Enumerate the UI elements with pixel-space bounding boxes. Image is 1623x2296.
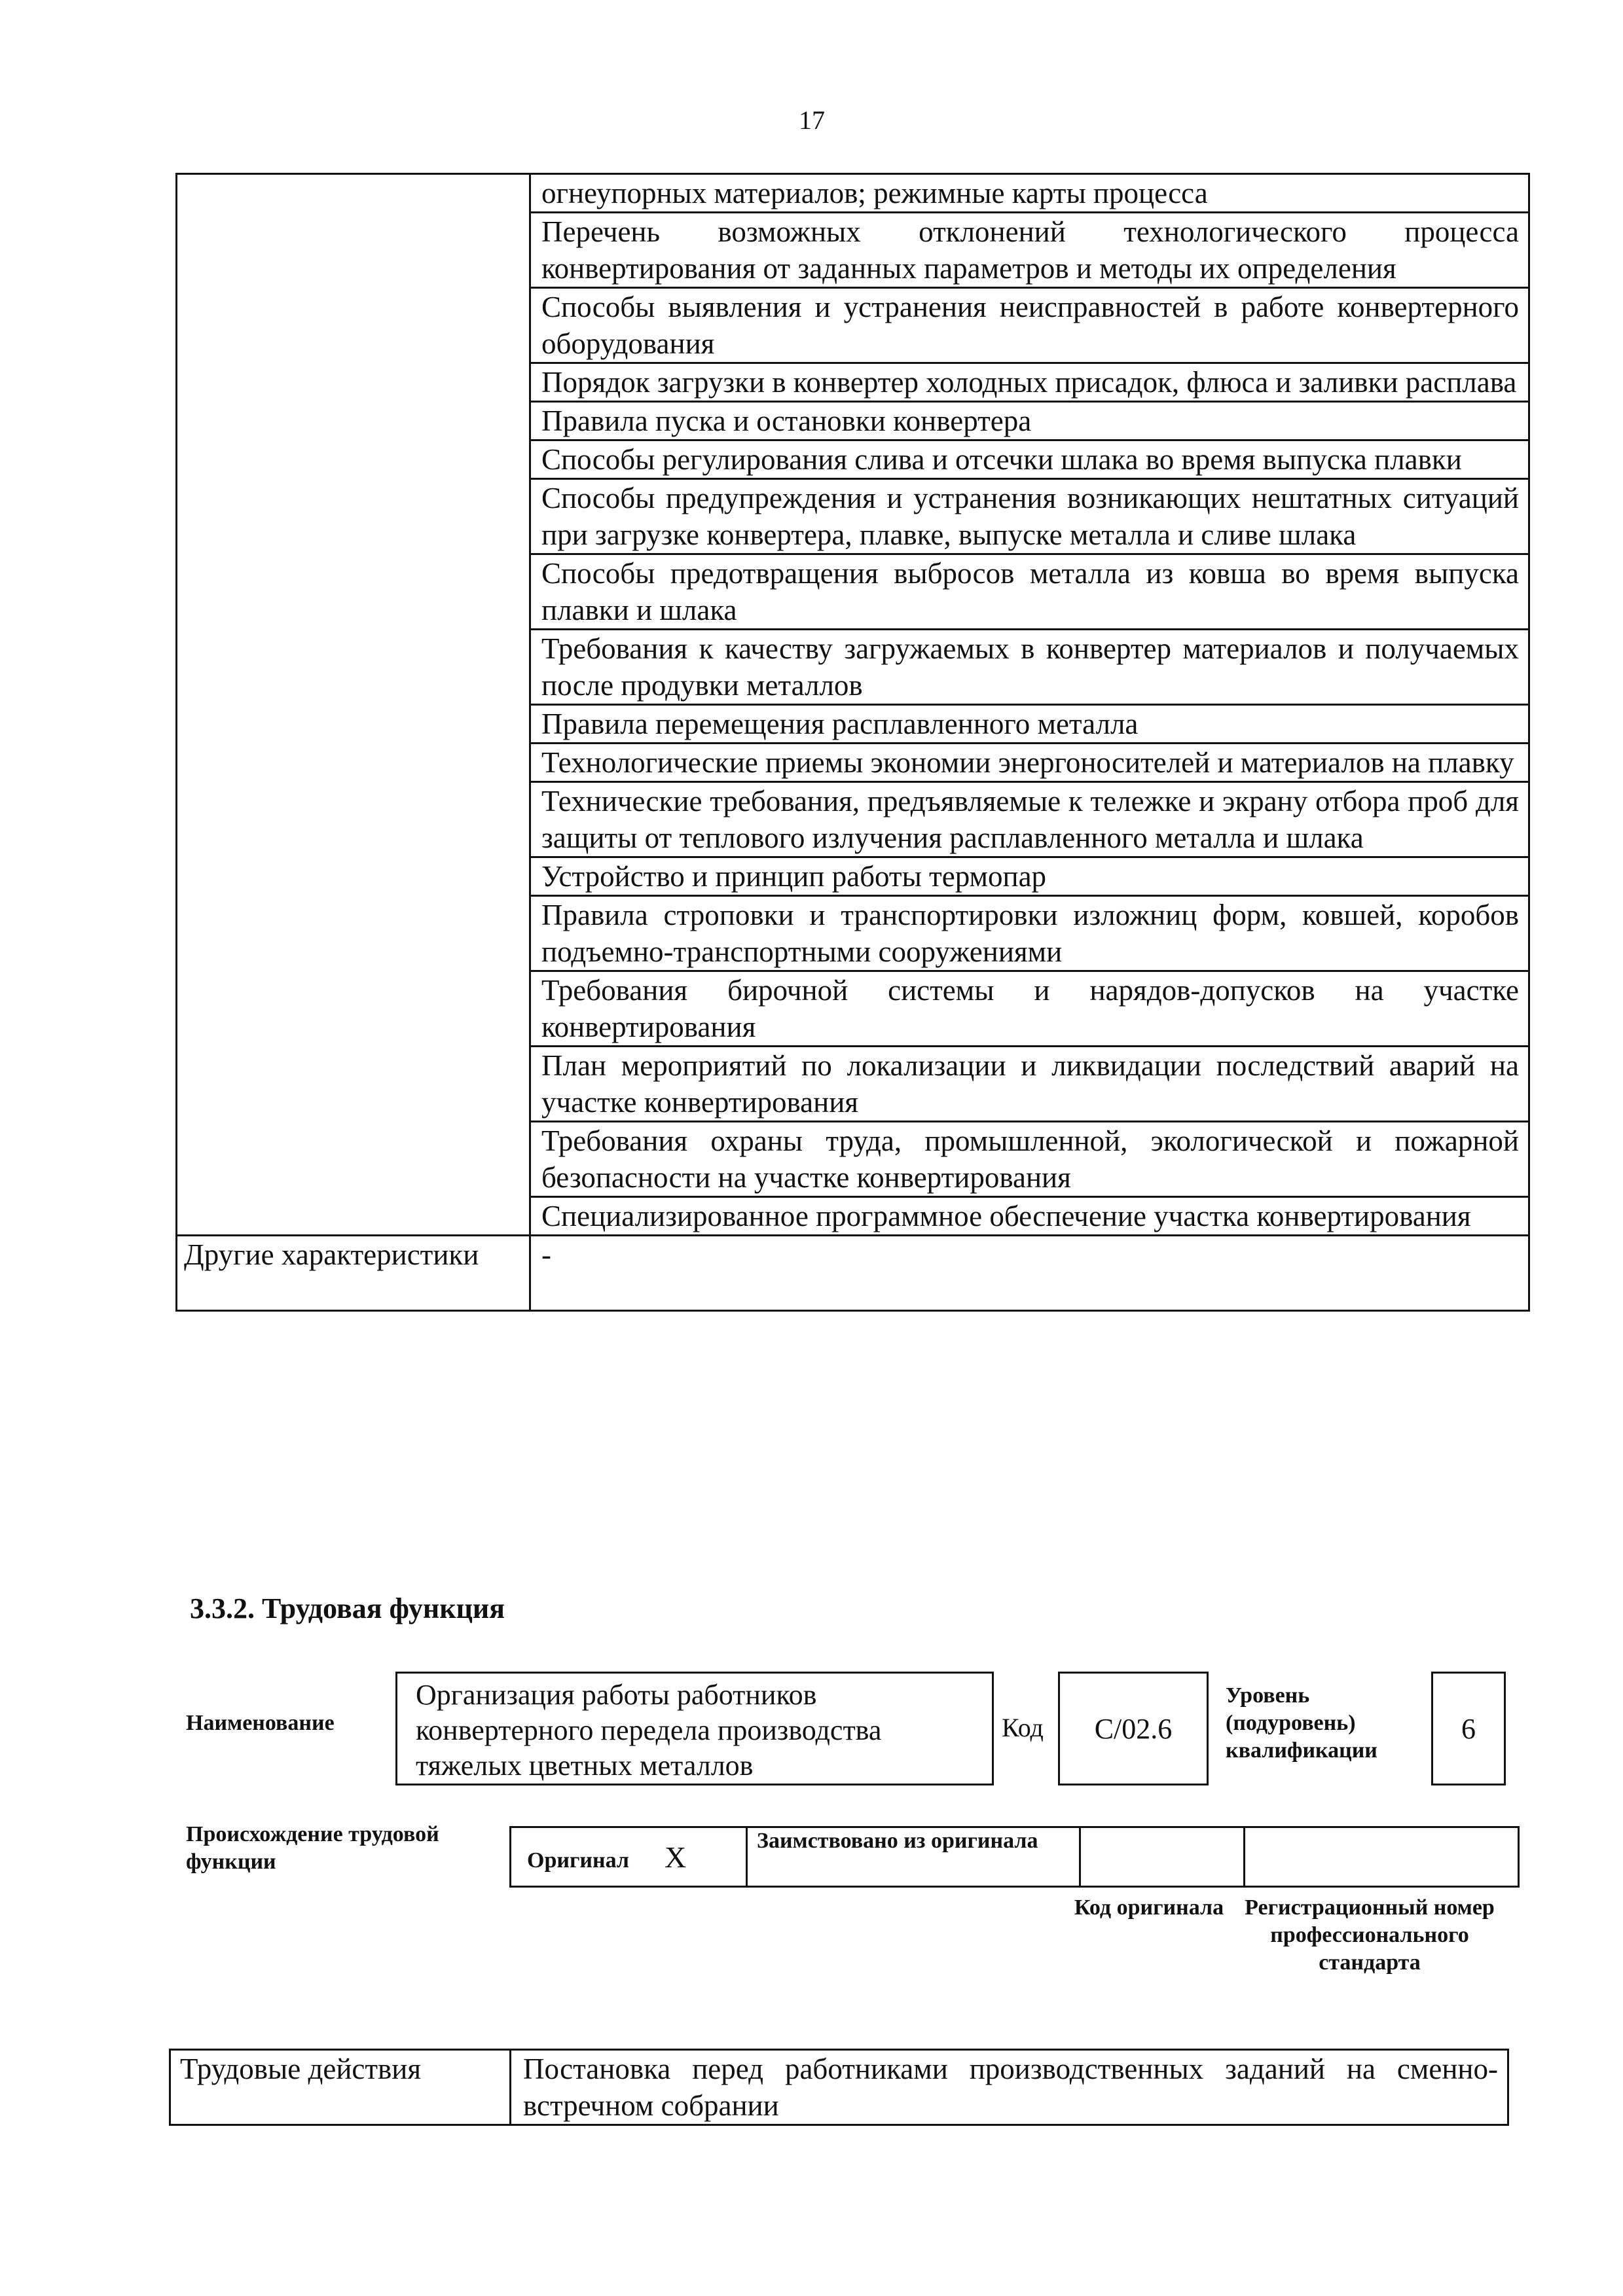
knowledge-item: Способы выявления и устранения неисправностей в работе конвертерного оборудования xyxy=(530,288,1529,363)
origin-reg-cell xyxy=(1245,1827,1519,1887)
knowledge-item: Устройство и принцип работы термопар xyxy=(530,857,1529,896)
function-code-field: C/02.6 xyxy=(1058,1672,1209,1785)
knowledge-label-cell xyxy=(177,174,530,1236)
other-characteristics-row xyxy=(177,1236,1529,1311)
knowledge-item: Перечень возможных отклонений технологического процесса конвертирования от заданных параметров и методы их определения xyxy=(530,213,1529,288)
name-label: Наименование xyxy=(186,1711,335,1735)
knowledge-item: Правила пуска и остановки конвертера xyxy=(530,402,1529,440)
origin-original-mark: X xyxy=(664,1840,687,1874)
knowledge-table xyxy=(175,173,1530,1312)
actions-row xyxy=(170,2050,1508,2125)
section-heading: 3.3.2. Трудовая функция xyxy=(190,1592,505,1624)
knowledge-row xyxy=(177,174,1529,213)
origin-original-label: Оригинал xyxy=(527,1848,629,1873)
origin-borrowed-cell xyxy=(747,1827,1080,1887)
knowledge-item: Способы предупреждения и устранения возникающих нештатных ситуаций при загрузке конвертера, плавке, выпуске металла и сливе шлака xyxy=(530,479,1529,554)
actions-item: Постановка перед работниками производственных заданий на сменно-встречном собрании xyxy=(511,2050,1508,2125)
origin-table xyxy=(509,1826,1520,1888)
knowledge-item: Технические требования, предъявляемые к тележке и экрану отбора проб для защиты от теплового излучения расплавленного металла и шлака xyxy=(530,782,1529,857)
other-characteristics-value: - xyxy=(530,1236,1529,1311)
knowledge-item: Правила строповки и транспортировки изложниц форм, ковшей, коробов подъемно-транспортными сооружениями xyxy=(530,896,1529,971)
knowledge-item: Требования охраны труда, промышленной, экологической и пожарной безопасности на участке конвертирования xyxy=(530,1122,1529,1197)
level-field: 6 xyxy=(1431,1672,1506,1785)
knowledge-body xyxy=(177,174,1529,1311)
origin-borrowed-label: Заимствовано из оригинала xyxy=(757,1829,1038,1853)
actions-label: Трудовые действия xyxy=(170,2050,511,2125)
knowledge-item: огнеупорных материалов; режимные карты процесса xyxy=(530,174,1529,213)
origin-label-text: Происхождение трудовой функции xyxy=(186,1822,439,1874)
actions-table xyxy=(169,2049,1509,2126)
page-number: 17 xyxy=(799,105,825,135)
function-name-field: Организация работы работников конвертерного передела производства тяжелых цветных металлов xyxy=(395,1672,994,1785)
knowledge-item: План мероприятий по локализации и ликвидации последствий аварий на участке конвертирования xyxy=(530,1047,1529,1122)
origin-original-cell xyxy=(511,1827,747,1887)
registration-caption: Регистрационный номер профессионального стандарта xyxy=(1245,1895,1495,1975)
knowledge-item: Порядок загрузки в конвертер холодных присадок, флюса и заливки расплава xyxy=(530,363,1529,402)
code-original-caption: Код оригинала xyxy=(1074,1895,1224,1920)
knowledge-item: Технологические приемы экономии энергоносителей и материалов на плавку xyxy=(530,744,1529,782)
level-label xyxy=(1226,1682,1422,1765)
knowledge-item: Требования к качеству загружаемых в конвертер материалов и получаемых после продувки металлов xyxy=(530,630,1529,705)
knowledge-item: Специализированное программное обеспечение участка конвертирования xyxy=(530,1197,1529,1236)
origin-code-cell xyxy=(1080,1827,1245,1887)
origin-label xyxy=(186,1821,500,1876)
code-label: Код xyxy=(1002,1713,1044,1742)
other-characteristics-label: Другие характеристики xyxy=(177,1236,530,1311)
knowledge-item: Требования бирочной системы и нарядов-допусков на участке конвертирования xyxy=(530,971,1529,1047)
knowledge-item: Способы регулирования слива и отсечки шлака во время выпуска плавки xyxy=(530,440,1529,479)
level-label-text: Уровень (подуровень) квалификации xyxy=(1226,1683,1377,1763)
knowledge-item: Правила перемещения расплавленного металла xyxy=(530,705,1529,744)
knowledge-item: Способы предотвращения выбросов металла из ковша во время выпуска плавки и шлака xyxy=(530,554,1529,630)
